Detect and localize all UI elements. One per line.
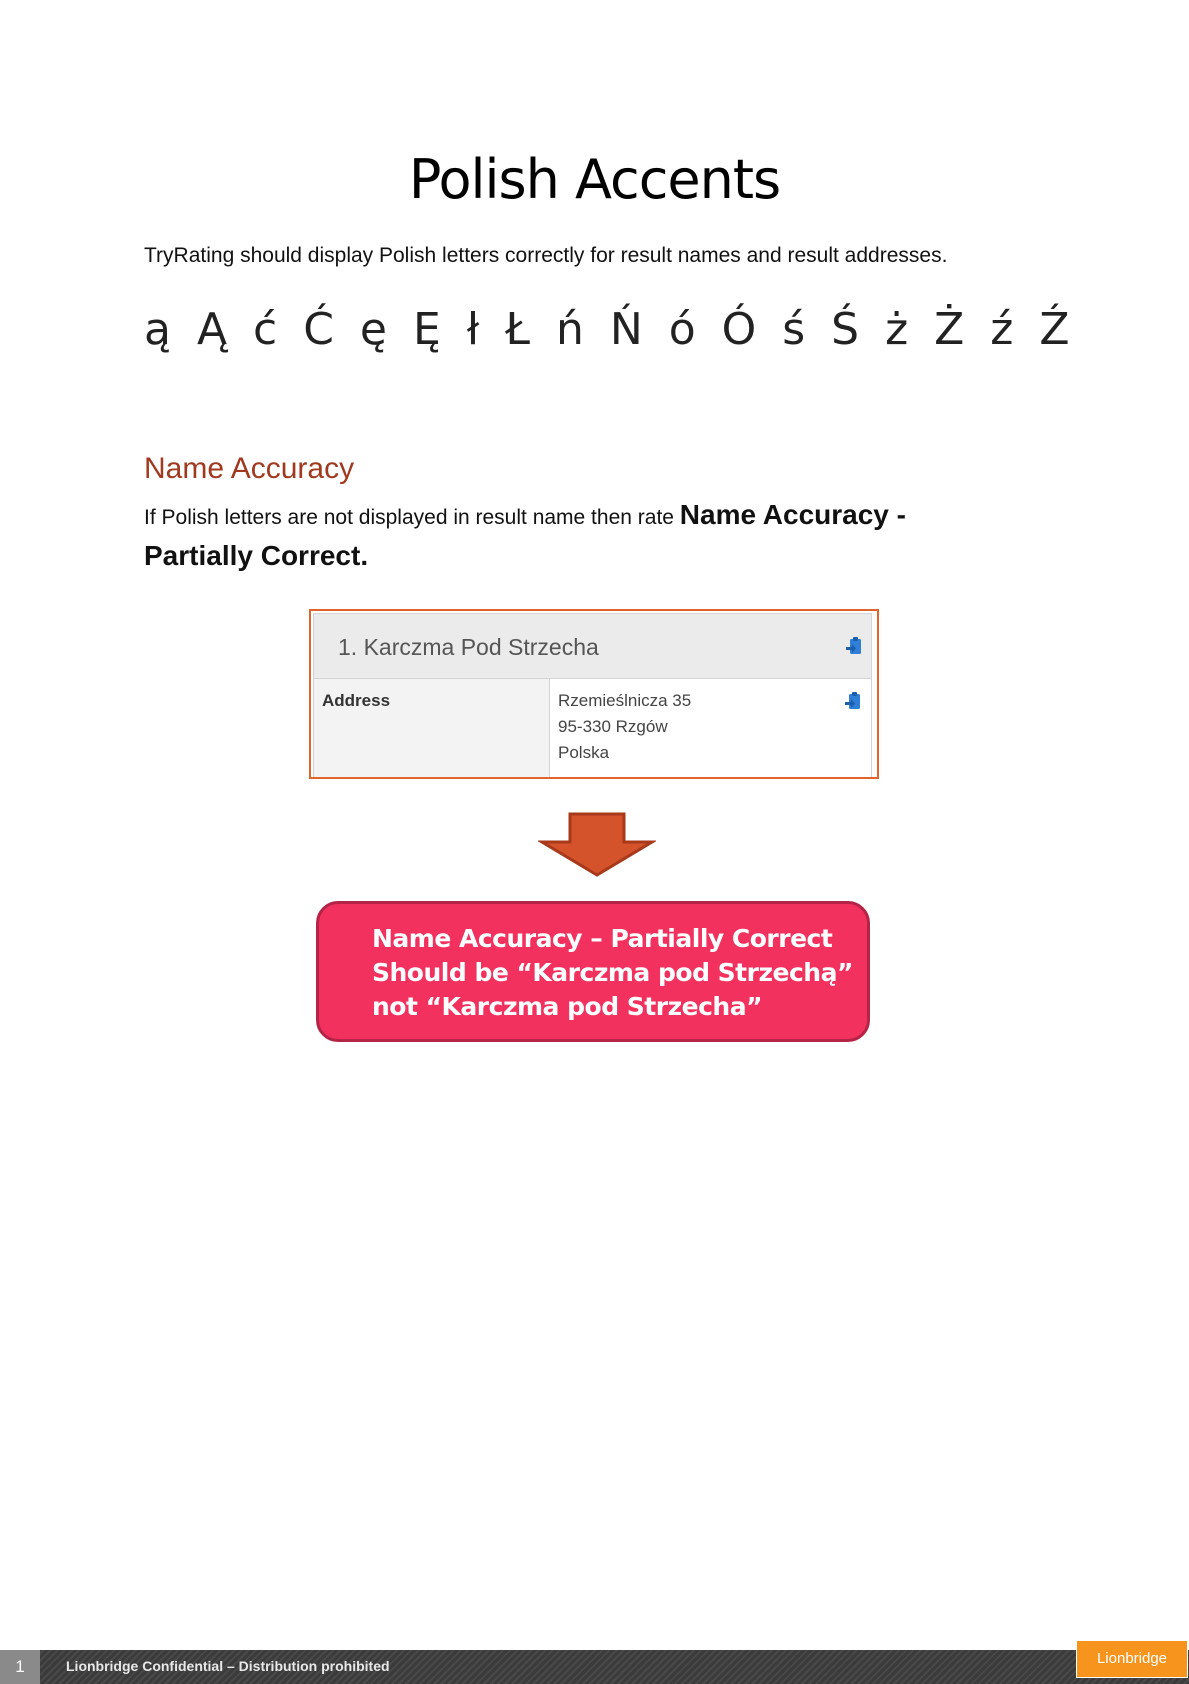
confidential-notice: Lionbridge Confidential – Distribution prohibited: [66, 1658, 390, 1674]
page-number: 1: [0, 1650, 40, 1684]
page-title: Polish Accents: [408, 148, 781, 211]
section-heading: Name Accuracy: [144, 452, 355, 485]
address-line: Polska: [558, 743, 610, 762]
footer-bar: [0, 1650, 1189, 1684]
rule-text-plain: If Polish letters are not displayed in result name then rate: [144, 506, 680, 529]
lionbridge-logo: Lionbridge: [1076, 1640, 1188, 1678]
address-label: Address: [322, 691, 391, 710]
callout-line: not “Karczma pod Strzecha”: [372, 992, 763, 1021]
address-label-cell: [314, 679, 550, 779]
address-value-cell: [550, 679, 871, 779]
intro-text: TryRating should display Polish letters correctly for result names and result addresses.: [144, 244, 948, 267]
result-name: 1. Karczma Pod Strzecha: [338, 634, 599, 660]
arrow-down-icon: [538, 812, 656, 878]
callout-box: [316, 901, 870, 1042]
address-row: [313, 679, 872, 779]
result-screenshot: [309, 609, 879, 779]
callout-line: Should be “Karczma pod Strzechą”: [372, 958, 853, 987]
rule-text: [144, 496, 1014, 578]
clipboard-icon[interactable]: [844, 691, 862, 711]
clipboard-icon[interactable]: [845, 636, 863, 656]
result-header: [313, 613, 872, 679]
address-line: 95-330 Rzgów: [558, 717, 668, 736]
polish-letters: ą Ą ć Ć ę Ę ł Ł ń Ń ó Ó ś Ś ż Ż ź Ź: [144, 304, 1072, 355]
address-line: Rzemieślnicza 35: [558, 691, 692, 710]
callout-line: Name Accuracy – Partially Correct: [372, 924, 833, 953]
rule-text-bold: Name Accuracy - Partially Correct.: [144, 499, 906, 571]
